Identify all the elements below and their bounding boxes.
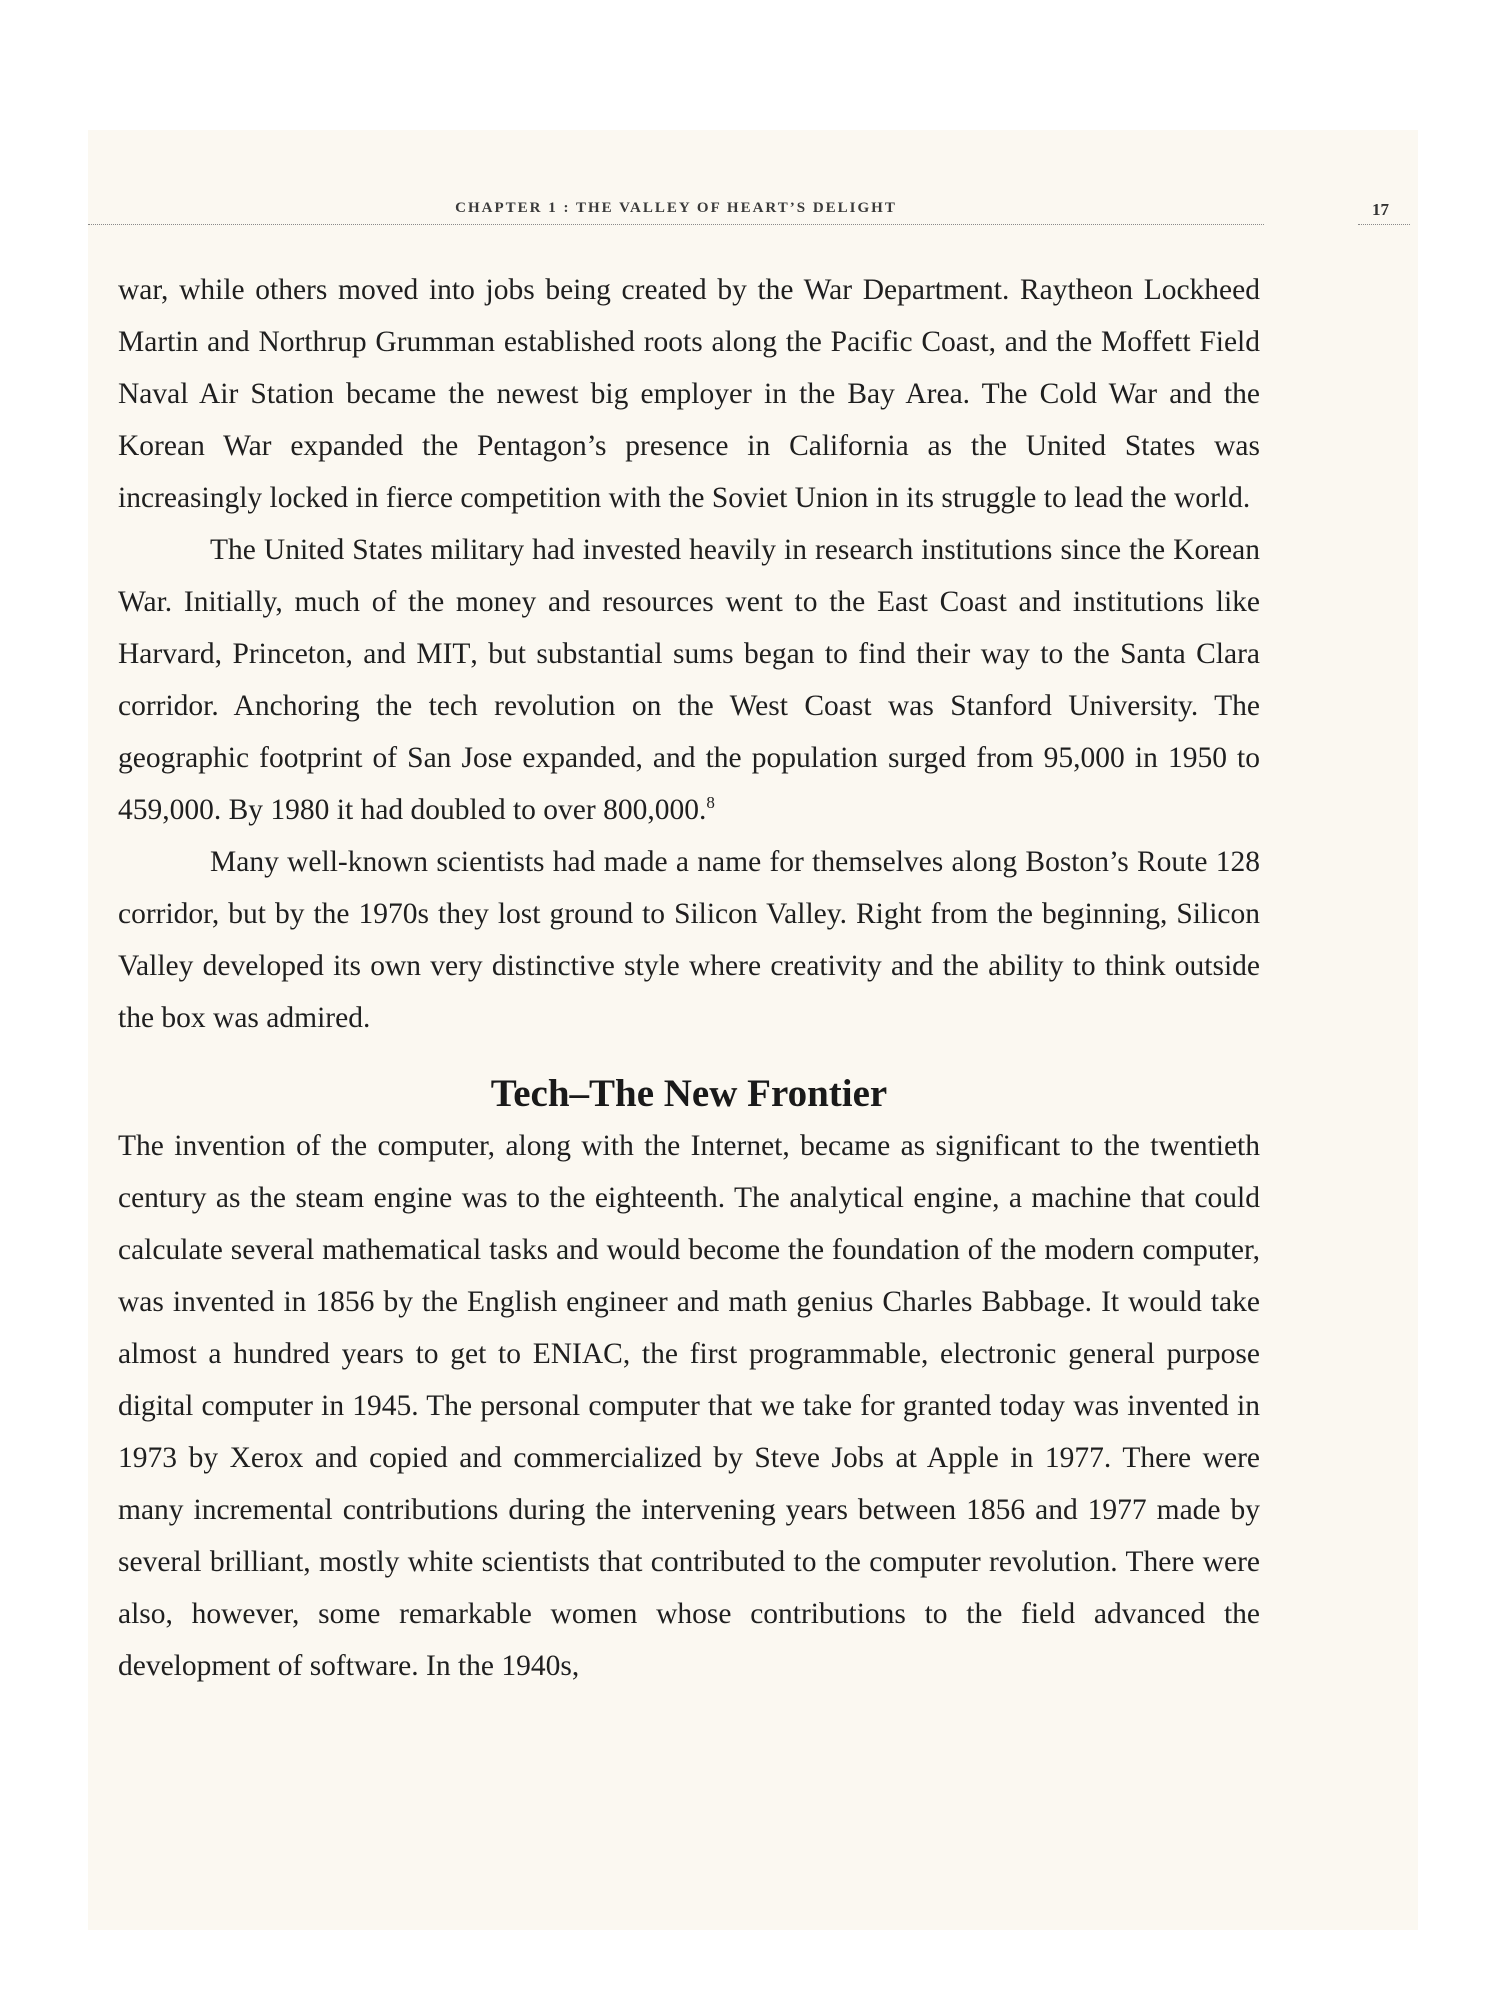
abbr-eniac: ENIAC — [532, 1338, 623, 1370]
running-head — [0, 200, 1500, 230]
body-text — [118, 264, 1260, 1692]
paragraph-2 — [118, 524, 1260, 836]
paragraph-2-text-b: , but substantial sums began to find their way to the Santa Clara corridor. Anchoring the tech revolution on the West Coast was Stanford University. The geographic footprint of San Jose expanded, and the population surged from 95,000 in 1950 to 459,000. By 1980 it had doubled to over 800,000. — [118, 638, 1260, 826]
paragraph-2-text-a: The United States military had invested heavily in research institutions since the Korean War. Initially, much of the money and resources went to the East Coast and institutions like Harvard, Princeton, and — [118, 534, 1260, 670]
paragraph-4-text-b: , the first programmable, electronic general purpose digital computer in 1945. The personal computer that we take for granted today was invented in 1973 by Xerox and copied and commercialized by Steve Jobs at Apple in 1977. There were many incremental contributions during the intervening years between 1856 and 1977 made by several brilliant, mostly white scientists that contributed to the computer revolution. There were also, however, some remarkable women whose contributions to the field advanced the development of software. In the 1940s, — [118, 1338, 1260, 1682]
chapter-title: CHAPTER 1 : THE VALLEY OF HEART’S DELIGHT — [455, 200, 897, 216]
section-heading: Tech–The New Frontier — [490, 1072, 888, 1115]
abbr-mit: MIT — [416, 638, 471, 670]
paragraph-4-text-a: The invention of the computer, along with the Internet, became as significant to the twentieth century as the steam engine was to the eighteenth. The analytical engine, a machine that could calculate several mathematical tasks and would become the foundation of the modern computer, was invented in 1856 by the English engineer and math genius Charles Babbage. It would take almost a hundred years to get to — [118, 1130, 1260, 1370]
paragraph-4 — [118, 1120, 1260, 1692]
page-number: 17 — [1372, 200, 1389, 219]
page-number-rule — [1358, 224, 1410, 225]
footnote-marker: 8 — [706, 793, 715, 813]
paragraph-3: Many well-known scientists had made a name for themselves along Boston’s Route 128 corridor, but by the 1970s they lost ground to Silicon Valley. Right from the beginning, Silicon Valley developed its own very distinctive style where creativity and the ability to think outside the box was admired. — [118, 846, 1260, 1034]
paragraph-1: war, while others moved into jobs being created by the War Department. Raytheon Lockheed Martin and Northrup Grumman established roots along the Pacific Coast, and the Moffett Field Naval Air Station became the newest big employer in the Bay Area. The Cold War and the Korean War expanded the Pentagon’s presence in California as the United States was increasingly locked in fierce competition with the Soviet Union in its struggle to lead the world. — [118, 274, 1260, 514]
header-rule — [88, 224, 1264, 225]
